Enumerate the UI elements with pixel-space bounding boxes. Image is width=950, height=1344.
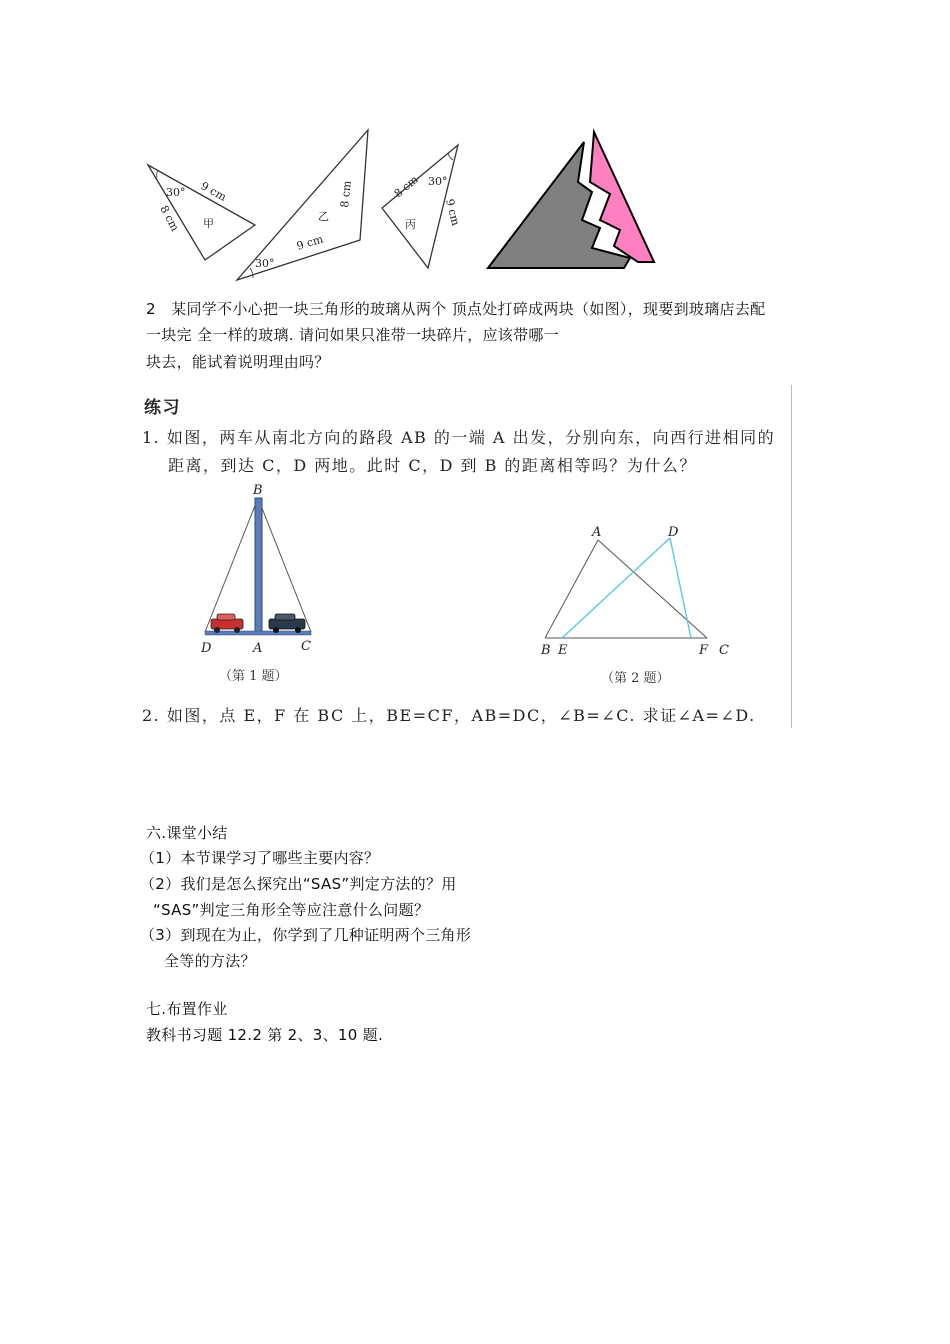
t-yi-angle: 30° [255,257,275,270]
summary-item3a: （3）到现在为止，你学到了几种证明两个三角形 [140,926,472,944]
practice-q1-line2: 距离，到达 C，D 两地。此时 C，D 到 B 的距离相等吗？为什么？ [168,456,697,475]
fig2-label-d: D [668,525,679,540]
t-jia-side-a: 9 cm [198,179,229,204]
scan-edge [791,385,792,728]
fig1-label-c: C [301,639,311,654]
practice-q2: 2. 如图，点 E，F 在 BC 上，BE=CF，AB=DC，∠B=∠C. 求证∠A=∠D. [142,706,756,725]
summary-heading: 六.课堂小结 [146,824,228,842]
homework-heading: 七.布置作业 [146,1000,228,1018]
figure-1 [195,480,325,692]
fig1-label-b: B [253,483,263,498]
practice-heading: 练习 [144,398,181,418]
pole-ab [255,498,262,632]
t-bing-name: 丙 [405,218,416,231]
fig2-label-c: C [719,643,729,658]
t-bing-side-b: 9 cm [443,197,463,228]
fig1-label-a: A [253,641,263,656]
t-bing-angle: 30° [428,175,448,188]
question2-line1: 2 某同学不小心把一块三角形的玻璃从两个 顶点处打碎成两块（如图），现要到玻璃店去配 [146,300,766,318]
fig2-label-a: A [592,525,602,540]
t-jia-name: 甲 [203,217,214,230]
triangles-figure [140,120,680,285]
summary-item3b: 全等的方法？ [164,952,256,970]
t-yi-side-b: 9 cm [295,232,325,253]
summary-item2b: “SAS”判定三角形全等应注意什么问题？ [153,901,430,919]
t-jia-angle: 30° [166,186,186,199]
triangle-jia [148,165,255,260]
figure-2 [535,520,745,692]
t-yi-side-a: 8 cm [338,180,354,209]
broken-glass-figure [488,132,654,268]
road-dc [205,631,311,635]
fig1-caption: （第 1 题） [219,669,288,684]
summary-item2a: （2）我们是怎么探究出“SAS”判定方法的？用 [140,875,457,893]
question2-line2: 一块完 全一样的玻璃. 请问如果只准带一块碎片，应该带哪一 [146,326,560,344]
t-bing-side-a: 8 cm [391,172,421,201]
fig2-label-e: E [558,643,568,658]
fig1-label-d: D [201,641,212,656]
t-yi-name: 乙 [318,210,329,223]
red-car [211,614,243,633]
fig2-label-f: F [699,643,709,658]
practice-q1-line1: 1. 如图，两车从南北方向的路段 AB 的一端 A 出发，分别向东，向西行进相同的 [142,428,776,447]
summary-item1: （1）本节课学习了哪些主要内容？ [140,849,380,867]
triangle-yi [237,130,368,280]
fig2-label-b: B [541,643,551,658]
question2-line3: 块去，能试着说明理由吗？ [146,353,330,371]
practice-block [140,385,792,728]
t-jia-side-b: 8 cm [157,203,182,234]
dark-car [269,614,305,633]
homework-text: 教科书习题 12.2 第 2、3、10 题. [146,1026,384,1044]
fig2-caption: （第 2 题） [601,671,670,686]
triangle-bing [382,145,462,268]
